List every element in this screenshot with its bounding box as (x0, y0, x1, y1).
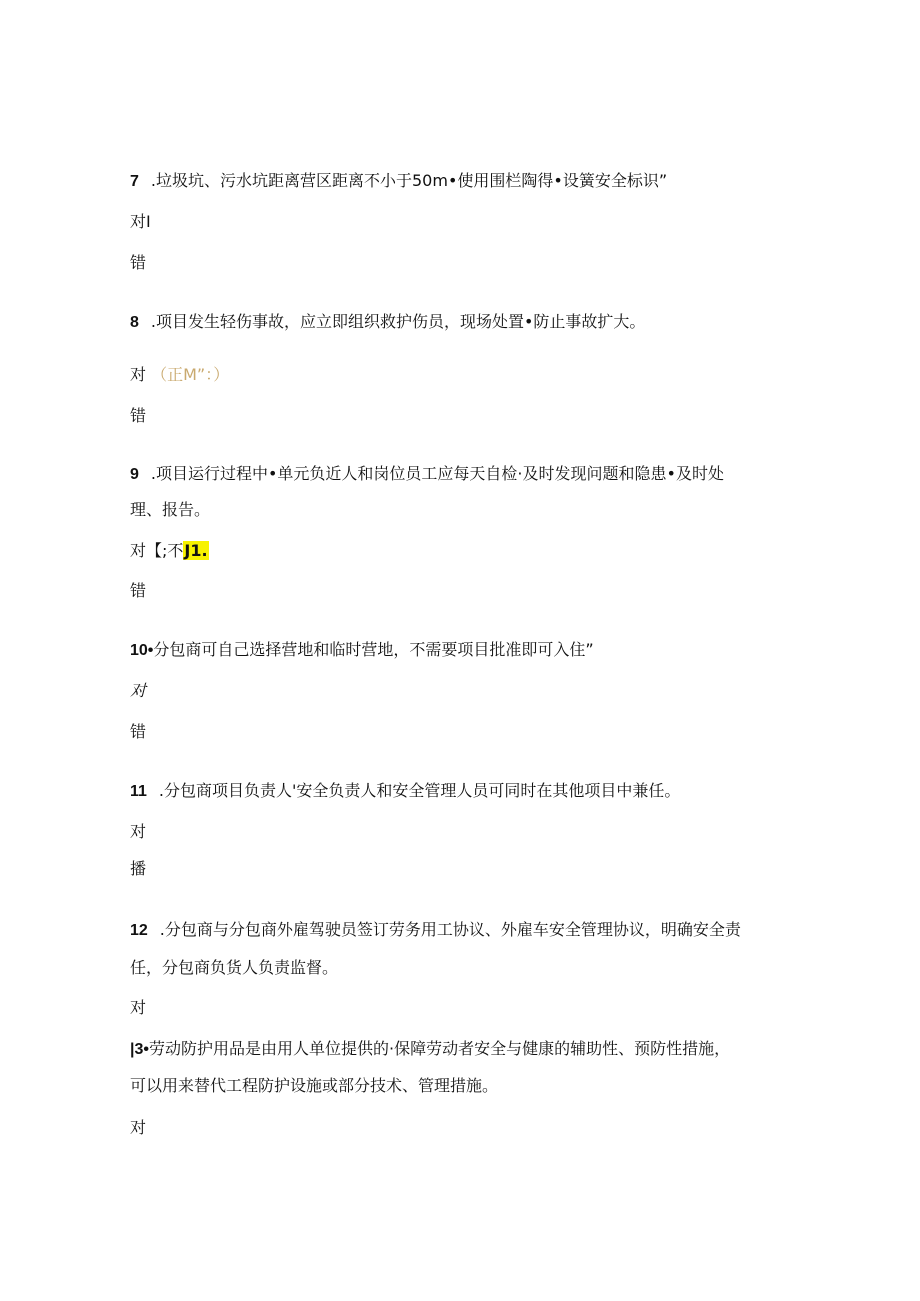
question-number: 10• (130, 642, 154, 659)
question-text-continued: 任，分包商负货人负责监督。 (130, 958, 339, 977)
question-text-continued: 理、报告。 (130, 500, 211, 519)
question-number: 12 (130, 922, 148, 939)
option-note: （正M”：） (151, 365, 230, 384)
option-true[interactable] (130, 364, 229, 386)
option-label: 对 (130, 1118, 147, 1137)
option-label: 错 (130, 581, 147, 600)
question-text: 分包商可自己选择营地和临时营地，不需要项目批准即可入住” (153, 640, 594, 659)
option-label: 对 (130, 822, 147, 841)
question-11 (130, 780, 680, 803)
option-false[interactable] (130, 405, 146, 427)
question-13 (130, 1038, 730, 1061)
option-label: 对I (130, 212, 151, 231)
question-text: .项目运行过程中•单元负近人和岗位员工应每天自检·及时发现问题和隐患•及时处 (150, 464, 724, 483)
question-7 (130, 170, 667, 193)
question-8 (130, 311, 645, 334)
question-number: 8 (130, 314, 139, 331)
option-false[interactable] (130, 580, 146, 602)
highlight-mark: J1. (184, 541, 208, 560)
question-number: 9 (130, 466, 139, 483)
option-true[interactable] (130, 680, 146, 702)
question-number: 7 (130, 173, 139, 190)
question-number: 11 (130, 783, 147, 800)
option-label: 对 (130, 681, 147, 700)
question-10 (130, 639, 594, 662)
option-label: 对 (130, 998, 147, 1017)
question-number: |3• (130, 1041, 149, 1058)
question-text: 劳动防护用品是由用人单位提供的·保障劳动者安全与健康的辅助性、预防性措施， (148, 1039, 731, 1058)
option-true[interactable] (130, 821, 146, 843)
option-true[interactable] (130, 1117, 146, 1139)
option-label: 播 (130, 859, 147, 878)
option-true[interactable] (130, 997, 146, 1019)
question-9 (130, 463, 724, 486)
option-label: 错 (130, 722, 147, 741)
option-label: 错 (130, 253, 147, 272)
option-true[interactable] (130, 211, 151, 233)
option-label: 对【;不 (130, 541, 184, 560)
question-text-continued: 可以用来替代工程防护设施或部分技术、管理措施。 (130, 1076, 499, 1095)
question-12-line2 (130, 957, 338, 979)
option-false[interactable] (130, 252, 146, 274)
option-false[interactable] (130, 721, 146, 743)
option-false[interactable] (130, 858, 146, 880)
option-label: 错 (130, 406, 147, 425)
option-true[interactable] (130, 540, 209, 562)
question-12 (130, 919, 741, 942)
question-9-line2 (130, 499, 210, 521)
question-text: .分包商与分包商外雇驾驶员签订劳务用工协议、外雇车安全管理协议，明确安全责 (159, 920, 741, 939)
question-text: .垃圾坑、污水坑距离营区距离不小于50m•使用围栏陶得•设簧安全标识” (150, 171, 668, 190)
option-label: 对 (130, 365, 147, 384)
question-13-line2 (130, 1075, 498, 1097)
question-text: .分包商项目负责人'安全负责人和安全管理人员可同时在其他项目中兼任。 (158, 781, 681, 800)
question-text: .项目发生轻伤事故，应立即组织救护伤员，现场处置•防止事故扩大。 (150, 312, 646, 331)
